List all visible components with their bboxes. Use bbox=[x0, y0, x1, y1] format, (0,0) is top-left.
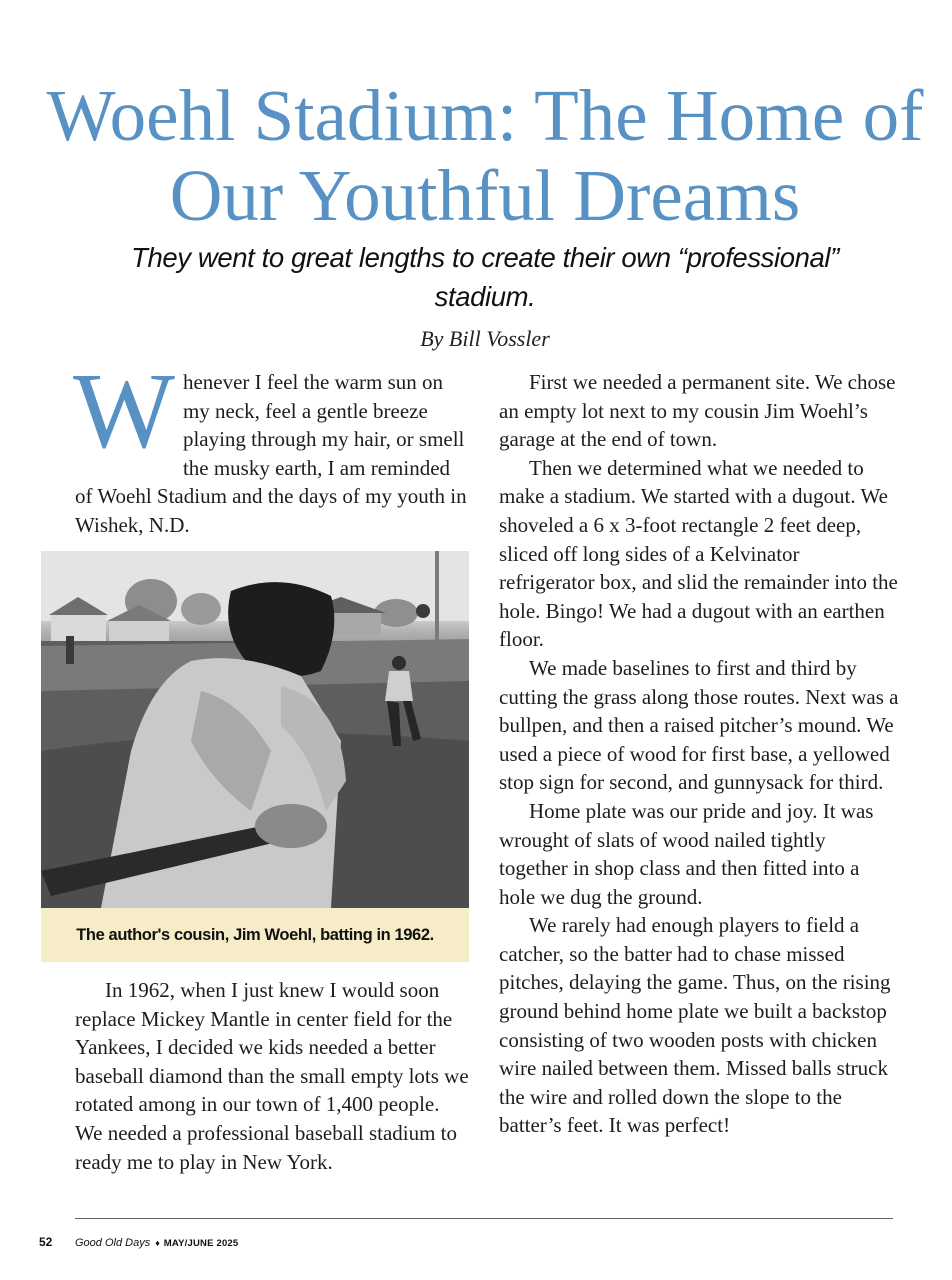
lead-text: henever I feel the warm sun on my neck, feel a gentle breeze playing through my hair, or smell the musky earth, I am reminded of Woehl Stadium and the days of my youth in Wishek, N.D. bbox=[75, 370, 467, 537]
diamond-icon: ♦ bbox=[155, 1238, 160, 1248]
drop-cap: W bbox=[73, 352, 175, 471]
article-title: Woehl Stadium: The Home of Our Youthful Dreams bbox=[46, 75, 924, 236]
byline: By Bill Vossler bbox=[420, 326, 550, 351]
body-paragraph: We made baselines to first and third by cutting the grass along those routes. Next was a bullpen, and then a raised pitcher’s mound. We used a piece of wood for first base, a yellowed stop sign for second, and gunnysack for third. bbox=[499, 655, 899, 795]
page-footer bbox=[39, 1235, 238, 1249]
photo-illustration bbox=[41, 551, 469, 908]
left-column-lead bbox=[73, 352, 470, 540]
body-paragraph: We rarely had enough players to field a catcher, so the batter had to chase missed pitches, delaying the game. Thus, on the rising ground behind home plate we built a backstop consisting of two wooden posts with chicken wire nailed between them. Missed balls struck the wire and rolled down the slope to the batter’s feet. It was perfect! bbox=[499, 913, 891, 1138]
left-column-continued bbox=[75, 976, 470, 1176]
lead-paragraph bbox=[73, 352, 470, 540]
page-number: 52 bbox=[39, 1235, 53, 1249]
right-column bbox=[499, 368, 899, 1140]
photo-caption: The author's cousin, Jim Woehl, batting in 1962. bbox=[41, 908, 469, 962]
batting-photo bbox=[41, 551, 469, 908]
body-paragraph: In 1962, when I just knew I would soon replace Mickey Mantle in center field for the Yankees, I decided we kids needed a better baseball diamond than the small empty lots we rotated among in our town of 1,400 people. We needed a professional baseball stadium to ready me to play in New York. bbox=[75, 978, 469, 1174]
body-paragraph: First we needed a permanent site. We chose an empty lot next to my cousin Jim Woehl’s garage at the end of town. bbox=[499, 370, 896, 452]
issue-date: MAY/JUNE 2025 bbox=[163, 1238, 239, 1249]
article-deck: They went to great lengths to create their own “professional” stadium. bbox=[131, 242, 839, 312]
footer-rule bbox=[75, 1218, 893, 1219]
magazine-name: Good Old Days bbox=[75, 1237, 151, 1249]
body-paragraph: Home plate was our pride and joy. It was wrought of slats of wood nailed tightly together in shop class and then fitted into a hole we dug the ground. bbox=[499, 798, 874, 909]
body-paragraph: Then we determined what we needed to make a stadium. We started with a dugout. We shoveled a 6 x 3-foot rectangle 2 feet deep, sliced off long sides of a Kelvinator refrigerator box, and slid the remainder into the hole. Bingo! We had a dugout with an earthen floor. bbox=[499, 455, 898, 652]
